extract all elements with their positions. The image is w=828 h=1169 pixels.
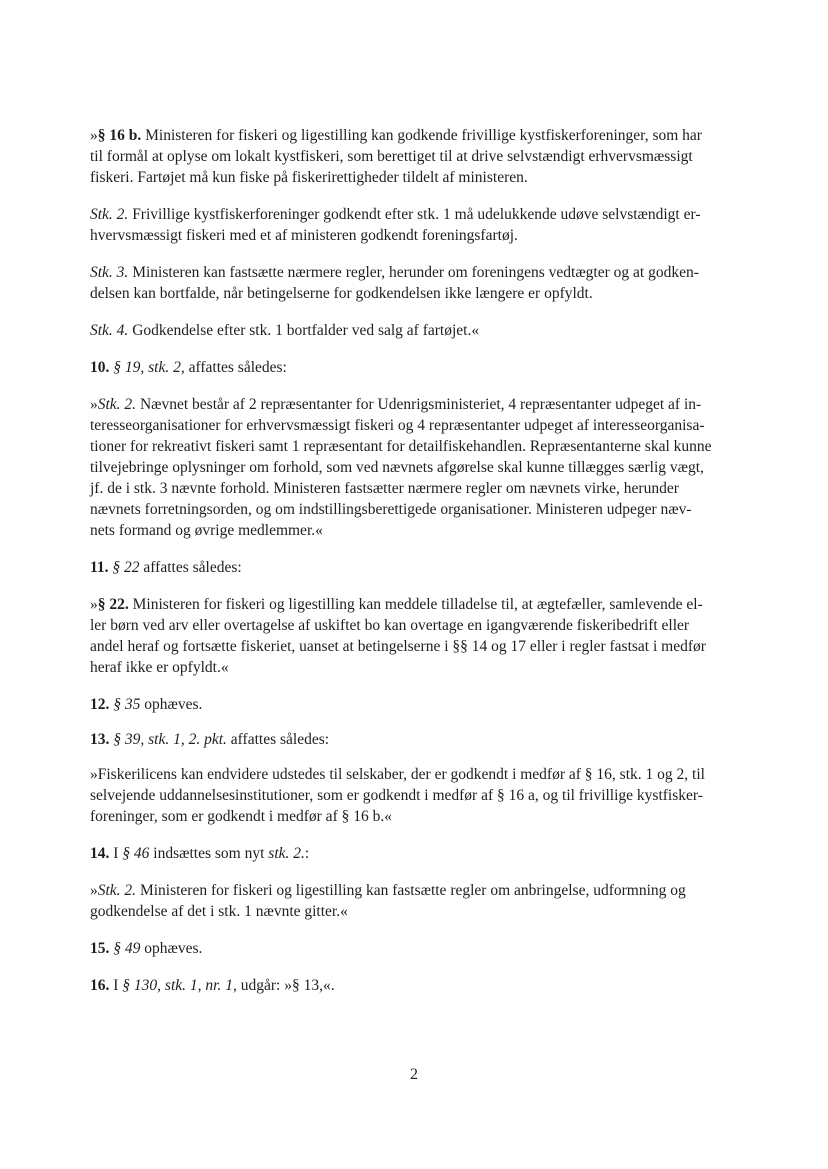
paragraph-22: »§ 22. Ministeren for fiskeri og ligestilling kan meddele tilladelse til, at ægtefæller, samlevende el- ler børn ved arv eller overtagelse af uskiftet bo kan overtage en igangværende fiskeribedrift eller andel heraf og fortsætte fiskeriet, uanset at betingelserne i §§ 14 og 17 eller i regler fastsat i medfør heraf ikke er opfyldt.« xyxy=(90,596,706,676)
paragraph-stk-4: Stk. 4. Godkendelse efter stk. 1 bortfalder ved salg af fartøjet.« xyxy=(90,322,480,339)
item-number: 15. xyxy=(90,940,110,957)
item-number: 16. xyxy=(90,977,110,994)
item-number: 12. xyxy=(90,696,110,713)
paragraph-fiskerilicens: »Fiskerilicens kan endvidere udstedes til selskaber, der er godkendt i medfør af § 16, stk. 1 og 2, til selvejende uddannelsesinstitutioner, som er godkendt i medfør af § 16 a, og til frivillige kystfisker- foreninger, som er godkendt i medfør af § 16 b.« xyxy=(90,766,705,825)
section-reference: § 35 xyxy=(113,696,141,713)
item-16: 16. I § 130, stk. 1, nr. 1, udgår: »§ 13,«. xyxy=(90,977,335,994)
section-reference: § 39, stk. 1, 2. pkt. xyxy=(113,731,227,748)
item-10: 10. § 19, stk. 2, affattes således: xyxy=(90,359,287,376)
stk-label: Stk. 2. xyxy=(97,882,137,899)
paragraph-16b: »§ 16 b. Ministeren for fiskeri og ligestilling kan godkende frivillige kystfiskerforeninger, som har til formål at oplyse om lokalt kystfiskeri, som berettiget til at drive selvstændigt erhvervsmæssigt fiskeri. Fartøjet må kun fiske på fiskerirettigheder tildelt af ministeren. xyxy=(90,127,702,186)
paragraph-19-stk-2: »Stk. 2. Nævnet består af 2 repræsentanter for Udenrigsministeriet, 4 repræsentanter udpeget af in- teresseorganisationer for erhvervsmæssigt fiskeri og 4 repræsentanter udpeget af interesseorganisa- tioner for rekreativt fiskeri samt 1 repræsentant for detailfiskehandlen. Repræsentanterne skal kunne tilvejebringe oplysninger om forhold, som ved nævnets afgørelse skal kunne tillægges særlig vægt, jf. de i stk. 3 nævnte forhold. Ministeren fastsætter nærmere regler om nævnets virke, herunder nævnets forretningsorden, og om indstillingsberettigede organisationer. Ministeren udpeger næv- nets formand og øvrige medlemmer.« xyxy=(90,396,712,539)
stk-label: Stk. 2. xyxy=(97,396,137,413)
section-heading: § 16 b. xyxy=(97,127,142,144)
item-number: 11. xyxy=(90,559,109,576)
stk-label: Stk. 2. xyxy=(90,206,129,223)
section-reference: § 130, stk. 1, nr. 1, xyxy=(122,977,237,994)
item-11: 11. § 22 affattes således: xyxy=(90,559,242,576)
quote-open: » xyxy=(90,596,98,613)
item-14: 14. I § 46 indsættes som nyt stk. 2.: xyxy=(90,845,310,862)
paragraph-stk-2: Stk. 2. Frivillige kystfiskerforeninger godkendt efter stk. 1 må udelukkende udøve selvstændigt er- hvervsmæssigt fiskeri med et af ministeren godkendt foreningsfartøj. xyxy=(90,206,701,244)
section-reference: § 46 xyxy=(122,845,150,862)
item-number: 14. xyxy=(90,845,110,862)
item-15: 15. § 49 ophæves. xyxy=(90,940,203,957)
item-12: 12. § 35 ophæves. xyxy=(90,696,203,713)
stk-label: Stk. 4. xyxy=(90,322,129,339)
item-number: 13. xyxy=(90,731,110,748)
paragraph-46-stk-2: »Stk. 2. Ministeren for fiskeri og ligestilling kan fastsætte regler om anbringelse, udformning og godkendelse af det i stk. 1 nævnte gitter.« xyxy=(90,882,686,920)
item-number: 10. xyxy=(90,359,110,376)
quote-open: » xyxy=(90,396,98,413)
section-reference: § 22 xyxy=(112,559,140,576)
stk-label: stk. 2. xyxy=(268,845,305,862)
section-reference: § 19, stk. 2, xyxy=(113,359,185,376)
item-13: 13. § 39, stk. 1, 2. pkt. affattes således: xyxy=(90,731,330,748)
quote-open: » xyxy=(90,882,98,899)
page-number: 2 xyxy=(410,1066,418,1083)
document-body xyxy=(90,125,740,996)
section-reference: § 49 xyxy=(113,940,141,957)
quote-open: » xyxy=(90,127,98,144)
section-heading: § 22. xyxy=(97,596,129,613)
stk-label: Stk. 3. xyxy=(90,264,129,281)
paragraph-stk-3: Stk. 3. Ministeren kan fastsætte nærmere regler, herunder om foreningens vedtægter og at godken- delsen kan bortfalde, når betingelserne for godkendelsen ikke længere er opfyldt. xyxy=(90,264,699,302)
